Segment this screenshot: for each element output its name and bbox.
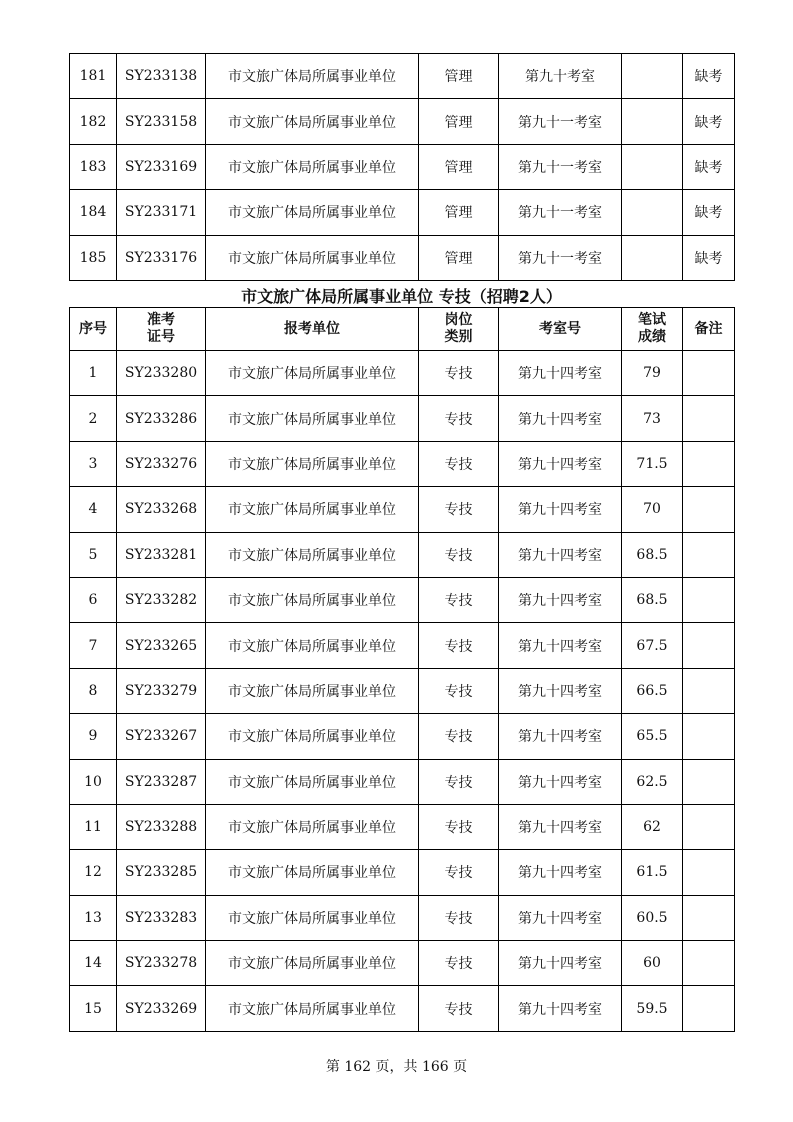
header-row	[70, 308, 735, 351]
table-row	[70, 99, 735, 144]
cell-score: 70	[622, 487, 683, 532]
cell-unit: 市文旅广体局所属事业单位	[206, 986, 419, 1031]
cell-note	[683, 441, 735, 486]
cell-exam-id: SY233169	[117, 144, 206, 189]
cell-note	[683, 986, 735, 1031]
header-note: 备注	[683, 308, 735, 351]
cell-exam-id: SY233286	[117, 396, 206, 441]
total-page-count: 166	[421, 1059, 449, 1075]
cell-score	[622, 235, 683, 280]
cell-score: 62	[622, 804, 683, 849]
cell-note: 缺考	[683, 190, 735, 235]
cell-exam-room: 第九十一考室	[499, 235, 622, 280]
cell-position-type: 专技	[419, 804, 499, 849]
cell-position-type: 专技	[419, 850, 499, 895]
cell-position-type: 专技	[419, 668, 499, 713]
cell-score: 65.5	[622, 714, 683, 759]
cell-note	[683, 804, 735, 849]
cell-exam-id: SY233282	[117, 577, 206, 622]
cell-score: 68.5	[622, 532, 683, 577]
cell-exam-room: 第九十四考室	[499, 441, 622, 486]
cell-exam-id: SY233265	[117, 623, 206, 668]
cell-score: 79	[622, 351, 683, 396]
cell-position-type: 专技	[419, 941, 499, 986]
cell-exam-id: SY233285	[117, 850, 206, 895]
cell-unit: 市文旅广体局所属事业单位	[206, 895, 419, 940]
cell-no: 12	[70, 850, 117, 895]
table-row	[70, 986, 735, 1031]
cell-score: 60	[622, 941, 683, 986]
cell-note: 缺考	[683, 235, 735, 280]
cell-position-type: 管理	[419, 99, 499, 144]
cell-note	[683, 623, 735, 668]
table-row	[70, 235, 735, 280]
cell-exam-room: 第九十四考室	[499, 577, 622, 622]
cell-unit: 市文旅广体局所属事业单位	[206, 351, 419, 396]
cell-unit: 市文旅广体局所属事业单位	[206, 487, 419, 532]
cell-unit: 市文旅广体局所属事业单位	[206, 99, 419, 144]
cell-unit: 市文旅广体局所属事业单位	[206, 190, 419, 235]
cell-unit: 市文旅广体局所属事业单位	[206, 759, 419, 804]
cell-position-type: 专技	[419, 351, 499, 396]
header-exam-room: 考室号	[499, 308, 622, 351]
table-row	[70, 759, 735, 804]
cell-unit: 市文旅广体局所属事业单位	[206, 941, 419, 986]
cell-note: 缺考	[683, 54, 735, 99]
cell-exam-id: SY233267	[117, 714, 206, 759]
cell-no: 2	[70, 396, 117, 441]
cell-score: 73	[622, 396, 683, 441]
cell-exam-room: 第九十四考室	[499, 714, 622, 759]
cell-no: 3	[70, 441, 117, 486]
cell-unit: 市文旅广体局所属事业单位	[206, 668, 419, 713]
cell-unit: 市文旅广体局所属事业单位	[206, 441, 419, 486]
cell-no: 4	[70, 487, 117, 532]
cell-exam-room: 第九十四考室	[499, 351, 622, 396]
cell-note	[683, 351, 735, 396]
cell-exam-room: 第九十一考室	[499, 99, 622, 144]
cell-no: 1	[70, 351, 117, 396]
cell-note: 缺考	[683, 144, 735, 189]
table-row	[70, 54, 735, 99]
cell-position-type: 专技	[419, 441, 499, 486]
cell-position-type: 专技	[419, 986, 499, 1031]
table-row	[70, 190, 735, 235]
cell-exam-room: 第九十四考室	[499, 532, 622, 577]
cell-exam-room: 第九十四考室	[499, 804, 622, 849]
cell-exam-room: 第九十四考室	[499, 986, 622, 1031]
table-row	[70, 396, 735, 441]
cell-note	[683, 668, 735, 713]
cell-exam-room: 第九十一考室	[499, 144, 622, 189]
cell-exam-room: 第九十四考室	[499, 759, 622, 804]
cell-exam-id: SY233269	[117, 986, 206, 1031]
cell-exam-id: SY233276	[117, 441, 206, 486]
cell-position-type: 专技	[419, 577, 499, 622]
cell-score	[622, 144, 683, 189]
header-position-type: 岗位 类别	[419, 308, 499, 351]
cell-score: 67.5	[622, 623, 683, 668]
cell-position-type: 专技	[419, 714, 499, 759]
table-row	[70, 487, 735, 532]
cell-note: 缺考	[683, 99, 735, 144]
cell-exam-id: SY233138	[117, 54, 206, 99]
cell-no: 185	[70, 235, 117, 280]
cell-no: 9	[70, 714, 117, 759]
cell-position-type: 管理	[419, 144, 499, 189]
header-score: 笔试 成绩	[622, 308, 683, 351]
cell-unit: 市文旅广体局所属事业单位	[206, 235, 419, 280]
cell-note	[683, 895, 735, 940]
section-title: 市文旅广体局所属事业单位 专技（招聘2人）	[241, 287, 562, 306]
cell-exam-room: 第九十四考室	[499, 941, 622, 986]
cell-position-type: 管理	[419, 235, 499, 280]
cell-no: 184	[70, 190, 117, 235]
cell-exam-id: SY233278	[117, 941, 206, 986]
cell-no: 13	[70, 895, 117, 940]
current-page-number: 162	[344, 1059, 372, 1075]
cell-score	[622, 99, 683, 144]
table-row	[70, 577, 735, 622]
table-header	[70, 308, 735, 351]
cell-exam-id: SY233283	[117, 895, 206, 940]
table-row	[70, 714, 735, 759]
page-footer	[0, 1056, 793, 1076]
score-table	[69, 307, 735, 1032]
cell-position-type: 专技	[419, 895, 499, 940]
header-unit: 报考单位	[206, 308, 419, 351]
previous-section-rows	[70, 54, 735, 281]
cell-score	[622, 190, 683, 235]
cell-exam-id: SY233158	[117, 99, 206, 144]
cell-no: 14	[70, 941, 117, 986]
cell-score: 60.5	[622, 895, 683, 940]
cell-position-type: 管理	[419, 190, 499, 235]
cell-no: 181	[70, 54, 117, 99]
cell-note	[683, 759, 735, 804]
cell-score: 68.5	[622, 577, 683, 622]
cell-exam-id: SY233268	[117, 487, 206, 532]
cell-score: 59.5	[622, 986, 683, 1031]
cell-unit: 市文旅广体局所属事业单位	[206, 623, 419, 668]
cell-position-type: 专技	[419, 532, 499, 577]
cell-unit: 市文旅广体局所属事业单位	[206, 577, 419, 622]
cell-no: 15	[70, 986, 117, 1031]
cell-unit: 市文旅广体局所属事业单位	[206, 714, 419, 759]
cell-unit: 市文旅广体局所属事业单位	[206, 144, 419, 189]
previous-section-table	[69, 53, 735, 281]
cell-exam-room: 第九十一考室	[499, 190, 622, 235]
cell-exam-id: SY233171	[117, 190, 206, 235]
cell-unit: 市文旅广体局所属事业单位	[206, 54, 419, 99]
cell-no: 182	[70, 99, 117, 144]
table-row	[70, 941, 735, 986]
cell-no: 11	[70, 804, 117, 849]
cell-no: 7	[70, 623, 117, 668]
cell-exam-room: 第九十考室	[499, 54, 622, 99]
cell-exam-id: SY233176	[117, 235, 206, 280]
cell-no: 5	[70, 532, 117, 577]
cell-note	[683, 714, 735, 759]
cell-unit: 市文旅广体局所属事业单位	[206, 850, 419, 895]
cell-exam-room: 第九十四考室	[499, 895, 622, 940]
cell-position-type: 专技	[419, 487, 499, 532]
header-no: 序号	[70, 308, 117, 351]
table-row	[70, 532, 735, 577]
cell-note	[683, 487, 735, 532]
table-row	[70, 351, 735, 396]
cell-position-type: 专技	[419, 396, 499, 441]
cell-exam-id: SY233279	[117, 668, 206, 713]
cell-position-type: 专技	[419, 759, 499, 804]
cell-position-type: 管理	[419, 54, 499, 99]
cell-exam-id: SY233287	[117, 759, 206, 804]
table-row	[70, 804, 735, 849]
cell-exam-room: 第九十四考室	[499, 850, 622, 895]
cell-no: 6	[70, 577, 117, 622]
table-row	[70, 668, 735, 713]
cell-no: 10	[70, 759, 117, 804]
table-row	[70, 144, 735, 189]
cell-score: 66.5	[622, 668, 683, 713]
table-row	[70, 895, 735, 940]
cell-note	[683, 577, 735, 622]
footer-suffix: 页	[453, 1059, 468, 1075]
cell-exam-room: 第九十四考室	[499, 487, 622, 532]
cell-score: 61.5	[622, 850, 683, 895]
header-exam-id: 准考 证号	[117, 308, 206, 351]
cell-no: 183	[70, 144, 117, 189]
table-row	[70, 850, 735, 895]
cell-score	[622, 54, 683, 99]
cell-exam-room: 第九十四考室	[499, 623, 622, 668]
cell-exam-id: SY233281	[117, 532, 206, 577]
cell-score: 71.5	[622, 441, 683, 486]
cell-exam-room: 第九十四考室	[499, 668, 622, 713]
cell-note	[683, 532, 735, 577]
cell-position-type: 专技	[419, 623, 499, 668]
table-row	[70, 623, 735, 668]
cell-score: 62.5	[622, 759, 683, 804]
cell-unit: 市文旅广体局所属事业单位	[206, 396, 419, 441]
footer-middle: 页，共	[375, 1059, 418, 1075]
table-row	[70, 441, 735, 486]
cell-note	[683, 396, 735, 441]
cell-note	[683, 941, 735, 986]
cell-note	[683, 850, 735, 895]
cell-exam-room: 第九十四考室	[499, 396, 622, 441]
table-body	[70, 351, 735, 1032]
cell-exam-id: SY233280	[117, 351, 206, 396]
cell-no: 8	[70, 668, 117, 713]
cell-exam-id: SY233288	[117, 804, 206, 849]
cell-unit: 市文旅广体局所属事业单位	[206, 804, 419, 849]
cell-unit: 市文旅广体局所属事业单位	[206, 532, 419, 577]
footer-prefix: 第	[325, 1059, 340, 1075]
